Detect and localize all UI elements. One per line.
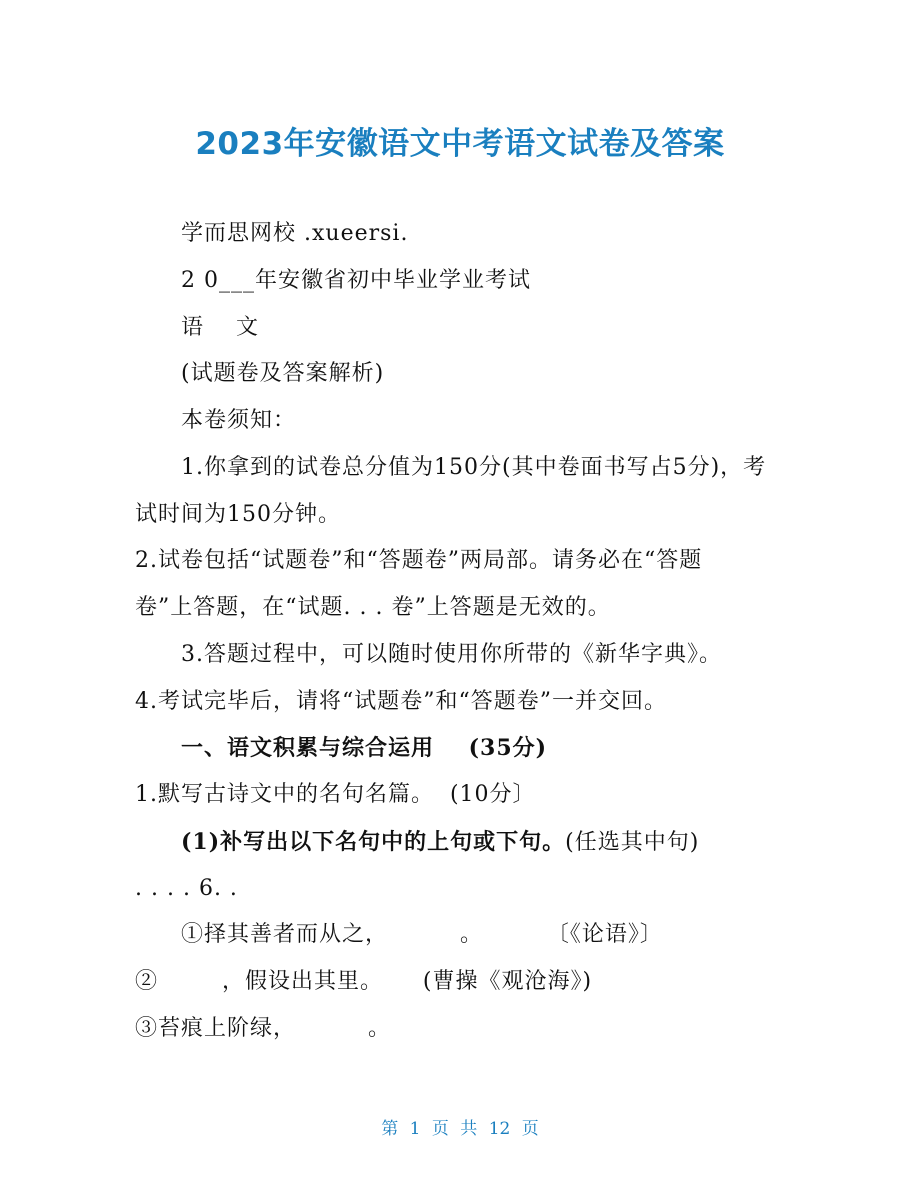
text-line-notice-4: 4.考试完毕后，请将“试题卷”和“答题卷”一并交回。	[135, 689, 667, 714]
question-1-part-1-note: (任选其中句)	[565, 830, 700, 855]
document-title: 2023年安徽语文中考语文试卷及答案	[195, 126, 725, 162]
text-line-notice-1: 1.你拿到的试卷总分值为150分(其中卷面书写占5分)，考	[181, 455, 767, 480]
text-line-notice-heading: 本卷须知：	[181, 408, 297, 433]
text-line-exam-name: 2 0___年安徽省初中毕业学业考试	[181, 268, 531, 293]
question-1: 1.默写古诗文中的名句名篇。 (10分〕	[135, 782, 536, 807]
text-line-paper-type: (试题卷及答案解析)	[181, 361, 385, 386]
text-line-notice-3: 3.答题过程中，可以随时使用你所带的《新华字典》。	[181, 642, 722, 667]
text-line-notice-2-cont: 卷”上答题，在“试题. . . 卷”上答题是无效的。	[135, 595, 611, 620]
question-1-part-1	[181, 827, 699, 858]
page-footer: 第 1 页 共 12 页	[381, 1119, 539, 1139]
section-heading: 一、语文积累与综合运用 (35分)	[181, 735, 548, 761]
text-line-notice-1-cont: 试时间为150分钟。	[135, 502, 341, 527]
emphasis-dots: . . . . 6. .	[135, 876, 238, 901]
fill-blank-1: ①择其善者而从之， 。 〔《论语》〕	[181, 922, 663, 947]
text-line-notice-2: 2.试卷包括“试题卷”和“答题卷”两局部。请务必在“答题	[135, 548, 703, 573]
text-line-school: 学而思网校 .xueersi.	[181, 221, 409, 246]
fill-blank-3: ③苔痕上阶绿， 。	[135, 1016, 391, 1041]
text-line-subject: 语 文	[181, 315, 259, 340]
fill-blank-2: ② ，假设出其里。 (曹操《观沧海》)	[135, 969, 593, 994]
question-1-part-1-instruction: (1)补写出以下名句中的上句或下句。	[181, 829, 566, 855]
